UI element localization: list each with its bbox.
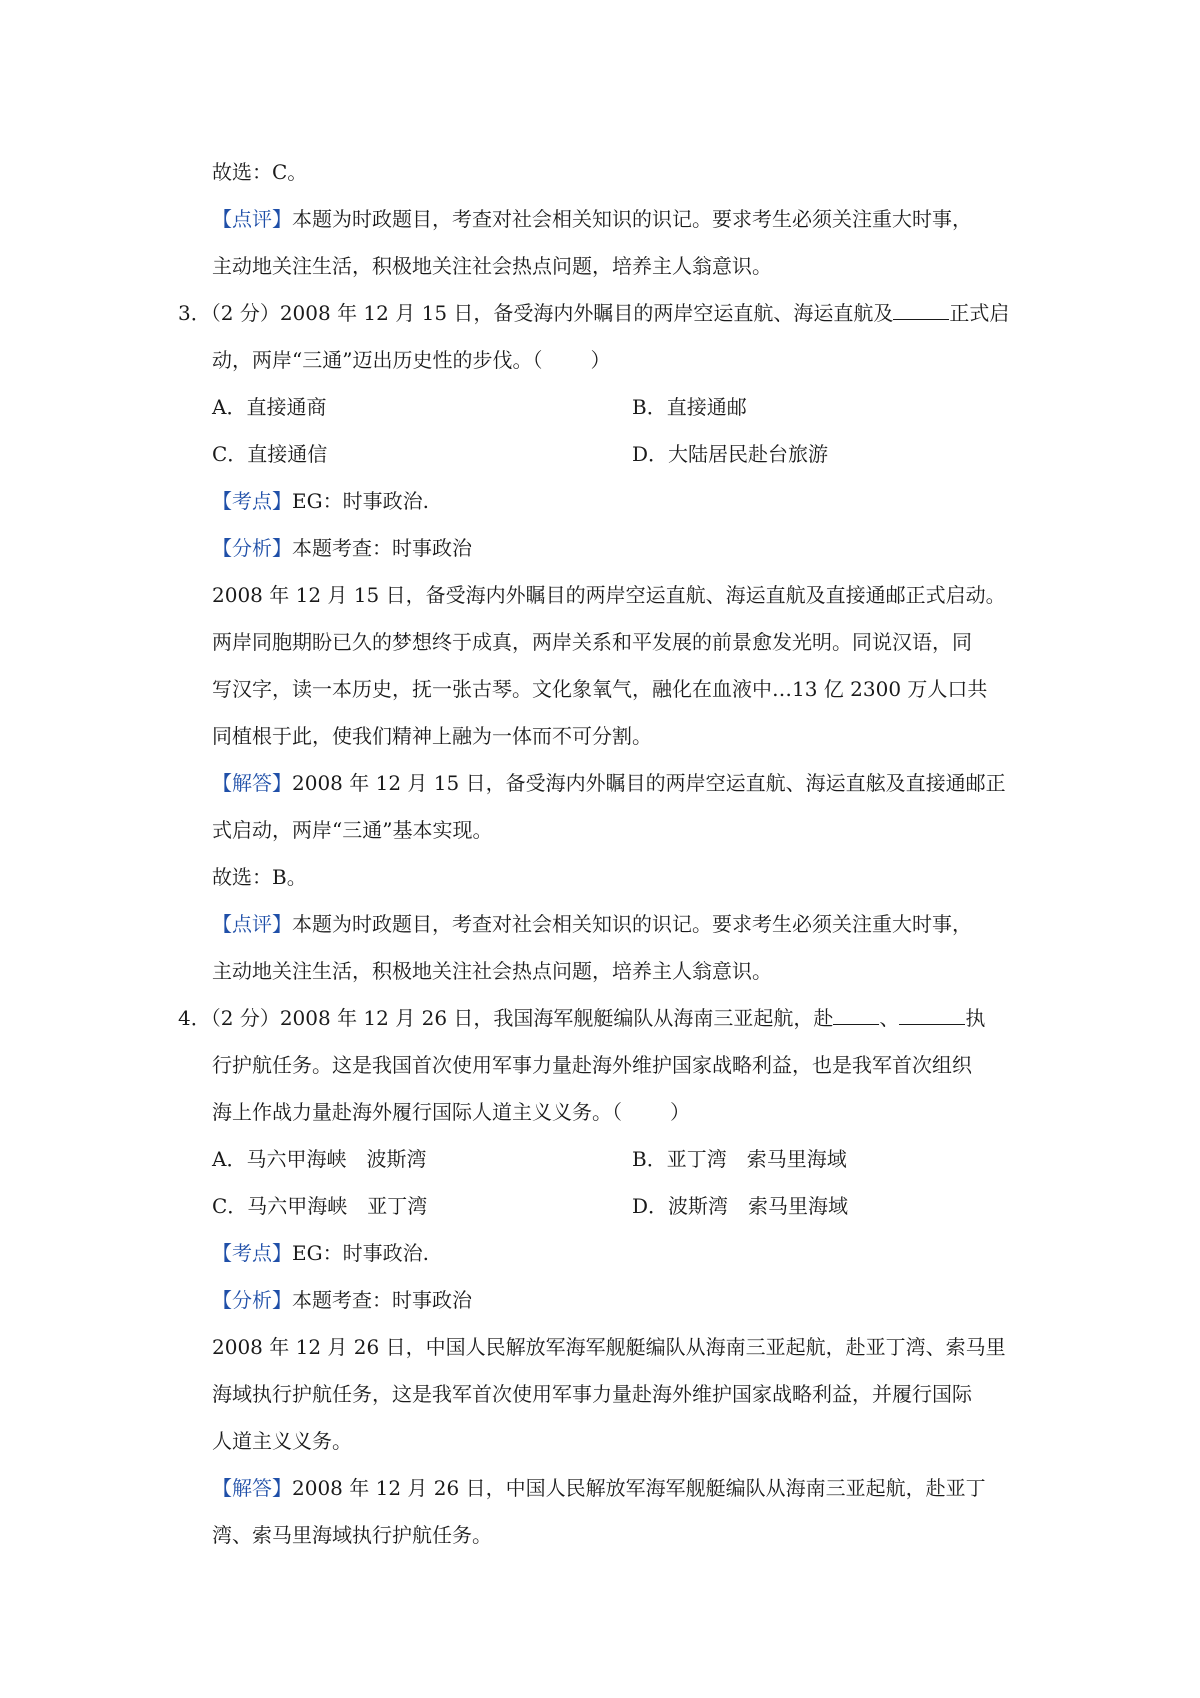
q3-option-c: C．直接通信 — [212, 442, 328, 466]
q3-option-b: B．直接通邮 — [632, 395, 747, 419]
answer-blank — [833, 1006, 879, 1025]
q3-answer: 故选：B。 — [212, 865, 307, 889]
q4-stem-line2: 行护航任务。这是我国首次使用军事力量赴海外维护国家战略利益，也是我军首次组织 — [212, 1053, 972, 1077]
q3-option-d: D．大陆居民赴台旅游 — [632, 442, 829, 466]
q2-comment-line2: 主动地关注生活，积极地关注社会热点问题，培养主人翁意识。 — [212, 254, 772, 278]
q2-comment — [212, 207, 972, 231]
answer-blank — [893, 301, 949, 320]
q4-analysis-line1: 2008 年 12 月 26 日，中国人民解放军海军舰艇编队从海南三亚起航，赴亚丁湾、索马里 — [212, 1335, 1006, 1359]
q4-jieda: 【解答】2008 年 12 月 26 日，中国人民解放军海军舰艇编队从海南三亚起航，赴亚丁 — [212, 1476, 986, 1500]
answer-blank — [899, 1006, 965, 1025]
fenxi-tag: 【分析】 — [212, 1288, 292, 1312]
q3-comment: 【点评】本题为时政题目，考查对社会相关知识的识记。要求考生必须关注重大时事， — [212, 912, 972, 936]
q3-jieda: 【解答】2008 年 12 月 15 日，备受海内外瞩目的两岸空运直航、海运直舷及直接通邮正 — [212, 771, 1006, 795]
kaodian-tag: 【考点】 — [212, 1241, 292, 1265]
q2-answer: 故选：C。 — [212, 160, 308, 184]
q4-option-b: B．亚丁湾 索马里海域 — [632, 1147, 847, 1171]
q3-analysis-line4: 同植根于此，使我们精神上融为一体而不可分割。 — [212, 724, 652, 748]
q4-option-a: A．马六甲海峡 波斯湾 — [212, 1147, 427, 1171]
jieda-tag: 【解答】 — [212, 1476, 292, 1500]
q3-analysis-line1: 2008 年 12 月 15 日，备受海内外瞩目的两岸空运直航、海运直航及直接通邮正式启动。 — [212, 583, 1006, 607]
question-number: 4． — [178, 1006, 211, 1030]
q3-kaodian: 【考点】EG：时事政治. — [212, 489, 429, 513]
q3-stem-line1: 3．（2 分）2008 年 12 月 15 日，备受海内外瞩目的两岸空运直航、海运直航及 正式启 — [178, 301, 1010, 325]
question-number: 3． — [178, 301, 211, 325]
q4-analysis-line3: 人道主义义务。 — [212, 1429, 352, 1453]
q3-stem-line2: 动，两岸“三通”迈出历史性的步伐。（ ） — [212, 348, 611, 372]
q4-option-d: D．波斯湾 索马里海域 — [632, 1194, 849, 1218]
comment-tag: 【点评】 — [212, 912, 292, 936]
comment-tag: 【点评】 — [212, 207, 292, 231]
q3-analysis-line2: 两岸同胞期盼已久的梦想终于成真，两岸关系和平发展的前景愈发光明。同说汉语，同 — [212, 630, 972, 654]
q4-analysis-line2: 海域执行护航任务，这是我军首次使用军事力量赴海外维护国家战略利益，并履行国际 — [212, 1382, 972, 1406]
q3-analysis-line3: 写汉字，读一本历史，抚一张古琴。文化象氧气，融化在血液中…13 亿 2300 万人口共 — [212, 677, 988, 701]
q4-stem-line1: 4．（2 分）2008 年 12 月 26 日，我国海军舰艇编队从海南三亚起航，赴 、 执 — [178, 1006, 986, 1030]
q3-comment-line2: 主动地关注生活，积极地关注社会热点问题，培养主人翁意识。 — [212, 959, 772, 983]
q3-fenxi: 【分析】本题考查：时事政治 — [212, 536, 472, 560]
kaodian-tag: 【考点】 — [212, 489, 292, 513]
q4-kaodian: 【考点】EG：时事政治. — [212, 1241, 429, 1265]
q4-option-c: C．马六甲海峡 亚丁湾 — [212, 1194, 428, 1218]
fenxi-tag: 【分析】 — [212, 536, 292, 560]
q4-stem-line3: 海上作战力量赴海外履行国际人道主义义务。（ ） — [212, 1100, 690, 1124]
jieda-tag: 【解答】 — [212, 771, 292, 795]
q4-jieda-line2: 湾、索马里海域执行护航任务。 — [212, 1523, 492, 1547]
q3-option-a: A．直接通商 — [212, 395, 327, 419]
q4-fenxi: 【分析】本题考查：时事政治 — [212, 1288, 472, 1312]
comment-text: 本题为时政题目，考查对社会相关知识的识记。要求考生必须关注重大时事， — [292, 207, 972, 231]
q3-jieda-line2: 式启动，两岸“三通”基本实现。 — [212, 818, 493, 842]
